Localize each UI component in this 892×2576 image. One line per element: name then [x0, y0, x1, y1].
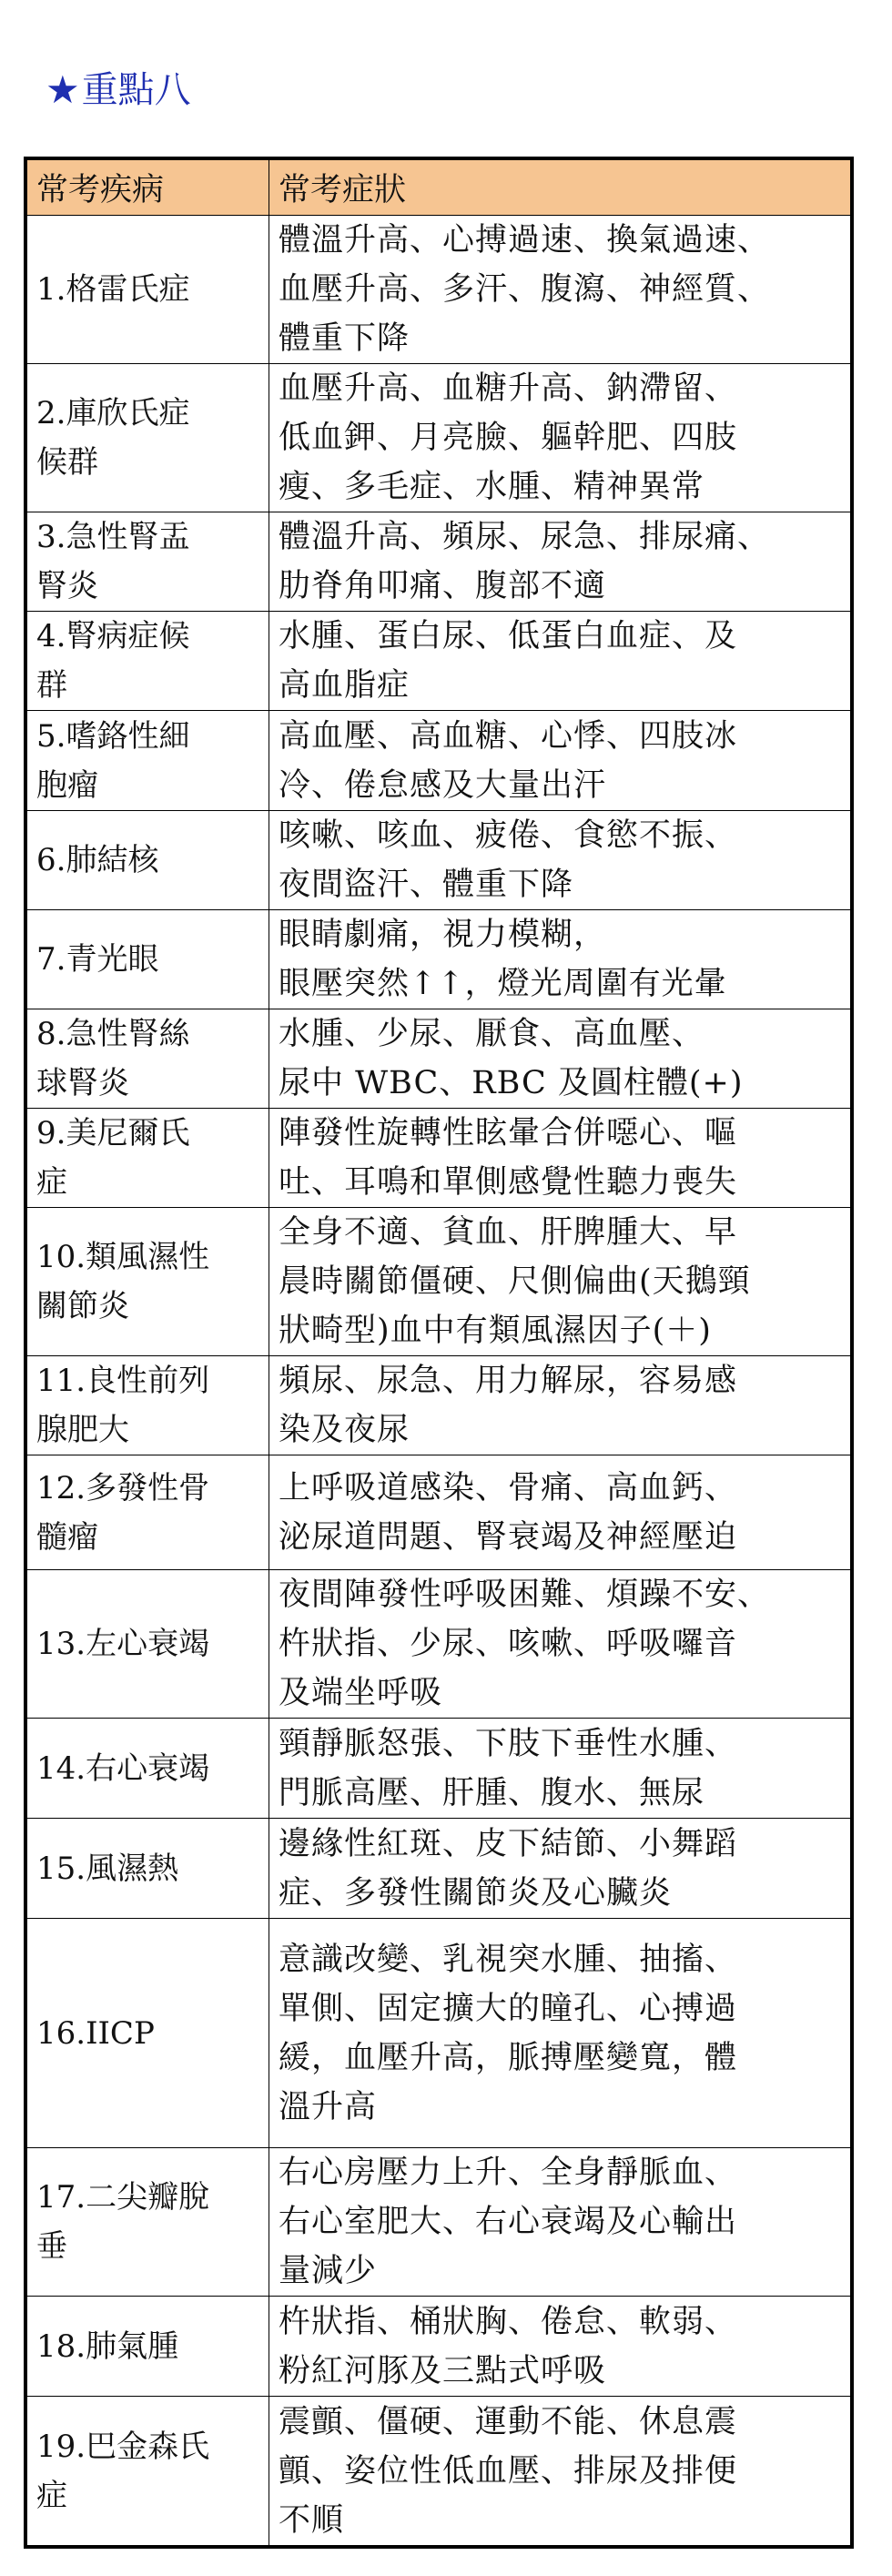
disease-cell: [27, 1719, 269, 1819]
symptom-line: 低血鉀、月亮臉、軀幹肥、四肢: [279, 420, 738, 456]
disease-line: 10.類風濕性: [36, 1239, 210, 1275]
disease-line: 6.肺結核: [36, 842, 159, 878]
table-row: [27, 1009, 851, 1109]
symptom-line: 緩，血壓升高，脈搏壓變寬，體: [279, 2039, 738, 2076]
table-row: [27, 612, 851, 711]
symptom-line: 右心室肥大、右心衰竭及心輸出: [279, 2204, 738, 2240]
disease-cell: [27, 811, 269, 910]
disease-cell: [27, 2148, 269, 2297]
symptoms-cell: [269, 1208, 851, 1356]
disease-line: 腺肥大: [36, 1412, 129, 1448]
symptoms-cell: [269, 2297, 851, 2397]
symptom-line: 狀畸型)血中有類風濕因子(＋): [279, 1313, 712, 1349]
symptom-line: 全身不適、貧血、肝脾腫大、早: [279, 1214, 738, 1251]
disease-line: 13.左心衰竭: [36, 1626, 210, 1662]
disease-cell: [27, 512, 269, 612]
disease-line: 胞瘤: [36, 766, 98, 804]
disease-line: 17.二尖瓣脫: [36, 2179, 210, 2216]
symptom-line: 晨時關節僵硬、尺側偏曲(天鵝頸: [279, 1263, 751, 1300]
table-row: [27, 512, 851, 612]
disease-line: 關節炎: [36, 1288, 129, 1324]
symptoms-cell: [269, 811, 851, 910]
disease-line: 15.風濕熱: [36, 1850, 179, 1887]
symptom-line: 頸靜脈怒張、下肢下垂性水腫、: [279, 1725, 738, 1762]
symptom-line: 眼睛劇痛，視力模糊，: [279, 917, 607, 953]
table-row: [27, 364, 851, 512]
symptom-line: 吐、耳鳴和單側感覺性聽力喪失: [279, 1164, 738, 1201]
symptom-line: 水腫、少尿、厭食、高血壓、: [279, 1016, 705, 1052]
disease-cell: [27, 1109, 269, 1208]
symptoms-cell: [269, 1109, 851, 1208]
symptom-line: 杵狀指、桶狀胸、倦怠、軟弱、: [279, 2303, 738, 2340]
symptom-line: 陣發性旋轉性眩暈合併噁心、嘔: [279, 1115, 738, 1151]
symptom-line: 症、多發性關節炎及心臟炎: [279, 1874, 673, 1912]
symptom-line: 高血脂症: [279, 667, 411, 704]
symptom-line: 冷、倦怠感及大量出汗: [279, 766, 607, 804]
symptoms-cell: [269, 1009, 851, 1109]
symptoms-cell: [269, 216, 851, 364]
table-row: [27, 1109, 851, 1208]
symptom-line: 杵狀指、少尿、咳嗽、呼吸囉音: [279, 1626, 738, 1662]
table-row: [27, 1570, 851, 1719]
disease-cell: [27, 1009, 269, 1109]
disease-cell: [27, 364, 269, 512]
table-row: [27, 711, 851, 811]
symptoms-cell: [269, 1455, 851, 1570]
disease-cell: [27, 1455, 269, 1570]
table-row: [27, 2397, 851, 2546]
disease-line: 垂: [36, 2228, 67, 2265]
disease-symptom-table: [24, 157, 854, 2549]
disease-cell: [27, 910, 269, 1009]
symptoms-cell: [269, 711, 851, 811]
symptom-line: 邊緣性紅斑、皮下結節、小舞蹈: [279, 1825, 738, 1862]
symptom-line: 上呼吸道感染、骨痛、高血鈣、: [279, 1469, 738, 1506]
disease-line: 7.青光眼: [36, 941, 159, 978]
disease-line: 髓瘤: [36, 1518, 98, 1556]
star-icon: ★: [46, 67, 80, 112]
symptom-line: 染及夜尿: [279, 1412, 411, 1448]
disease-line: 球腎炎: [36, 1065, 129, 1101]
disease-cell: [27, 1570, 269, 1719]
symptom-line: 粉紅河豚及三點式呼吸: [279, 2352, 607, 2389]
symptom-line: 溫升高: [279, 2088, 378, 2125]
disease-cell: [27, 1919, 269, 2148]
disease-line: 8.急性腎絲: [36, 1016, 190, 1052]
symptoms-cell: [269, 1919, 851, 2148]
symptom-line: 頻尿、尿急、用力解尿，容易感: [279, 1363, 738, 1399]
symptom-line: 體溫升高、頻尿、尿急、排尿痛、: [279, 519, 771, 555]
section-title-text: 重點八: [81, 69, 191, 111]
disease-cell: [27, 711, 269, 811]
symptom-line: 單側、固定擴大的瞳孔、心搏過: [279, 1990, 738, 2027]
disease-cell: [27, 216, 269, 364]
symptom-line: 血壓升高、血糖升高、鈉滯留、: [279, 370, 738, 407]
disease-line: 3.急性腎盂: [36, 519, 190, 555]
table-row: [27, 1455, 851, 1570]
symptom-line: 顫、姿位性低血壓、排尿及排便: [279, 2452, 738, 2490]
symptom-line: 眼壓突然↑↑，燈光周圍有光暈: [279, 966, 727, 1002]
disease-line: 群: [36, 667, 67, 704]
disease-cell: [27, 1356, 269, 1455]
disease-line: 候群: [36, 444, 98, 481]
table-row: [27, 1208, 851, 1356]
symptoms-cell: [269, 1570, 851, 1719]
disease-line: 14.右心衰竭: [36, 1749, 210, 1787]
table-body: [27, 216, 851, 2546]
symptom-line: 不順: [279, 2501, 345, 2539]
symptom-line: 咳嗽、咳血、疲倦、食慾不振、: [279, 817, 738, 854]
table-row: [27, 1356, 851, 1455]
header-symptoms: 常考症狀: [269, 160, 851, 216]
table-row: [27, 1719, 851, 1819]
disease-line: 腎炎: [36, 568, 98, 604]
symptoms-cell: [269, 1356, 851, 1455]
disease-line: 5.嗜鉻性細: [36, 717, 190, 755]
symptom-line: 尿中 WBC、RBC 及圓柱體(+): [279, 1065, 744, 1101]
symptom-line: 量減少: [279, 2253, 378, 2289]
symptom-line: 體溫升高、心搏過速、換氣過速、: [279, 222, 771, 259]
disease-line: 12.多發性骨: [36, 1469, 210, 1506]
section-title: [46, 67, 191, 112]
symptom-line: 右心房壓力上升、全身靜脈血、: [279, 2155, 738, 2191]
symptoms-cell: [269, 1819, 851, 1919]
symptom-line: 血壓升高、多汗、腹瀉、神經質、: [279, 271, 771, 308]
symptom-line: 高血壓、高血糖、心悸、四肢冰: [279, 717, 738, 755]
disease-cell: [27, 2297, 269, 2397]
table-row: [27, 811, 851, 910]
symptoms-cell: [269, 2148, 851, 2297]
disease-line: 4.腎病症候: [36, 618, 190, 654]
header-disease: 常考疾病: [27, 160, 269, 216]
disease-cell: [27, 1819, 269, 1919]
symptoms-cell: [269, 512, 851, 612]
table-row: [27, 2297, 851, 2397]
symptom-line: 夜間陣發性呼吸困難、煩躁不安、: [279, 1577, 771, 1613]
symptom-line: 意識改變、乳視突水腫、抽搐、: [279, 1941, 738, 1978]
disease-line: 16.IICP: [36, 2014, 155, 2052]
disease-line: 19.巴金森氏: [36, 2428, 210, 2465]
symptom-line: 瘦、多毛症、水腫、精神異常: [279, 469, 705, 505]
disease-line: 症: [36, 2477, 67, 2514]
symptoms-cell: [269, 612, 851, 711]
symptom-line: 震顫、僵硬、運動不能、休息震: [279, 2403, 738, 2440]
disease-line: 9.美尼爾氏: [36, 1115, 190, 1151]
disease-cell: [27, 1208, 269, 1356]
disease-line: 18.肺氣腫: [36, 2328, 179, 2365]
table-row: [27, 1919, 851, 2148]
symptoms-cell: [269, 1719, 851, 1819]
table-row: [27, 1819, 851, 1919]
symptom-line: 泌尿道問題、腎衰竭及神經壓迫: [279, 1518, 738, 1556]
symptoms-cell: [269, 910, 851, 1009]
symptoms-cell: [269, 2397, 851, 2546]
table-header-row: [27, 160, 851, 216]
symptoms-cell: [269, 364, 851, 512]
symptom-line: 體重下降: [279, 320, 411, 357]
disease-line: 症: [36, 1164, 67, 1201]
disease-line: 1.格雷氏症: [36, 271, 190, 308]
disease-cell: [27, 612, 269, 711]
symptom-line: 水腫、蛋白尿、低蛋白血症、及: [279, 618, 738, 654]
table-row: [27, 216, 851, 364]
symptom-line: 及端坐呼吸: [279, 1675, 443, 1711]
disease-line: 2.庫欣氏症: [36, 395, 190, 431]
table-row: [27, 2148, 851, 2297]
symptom-line: 夜間盜汗、體重下降: [279, 867, 574, 903]
symptom-line: 肋脊角叩痛、腹部不適: [279, 568, 607, 604]
symptom-line: 門脈高壓、肝腫、腹水、無尿: [279, 1774, 705, 1811]
disease-line: 11.良性前列: [36, 1363, 210, 1399]
table-row: [27, 910, 851, 1009]
disease-cell: [27, 2397, 269, 2546]
